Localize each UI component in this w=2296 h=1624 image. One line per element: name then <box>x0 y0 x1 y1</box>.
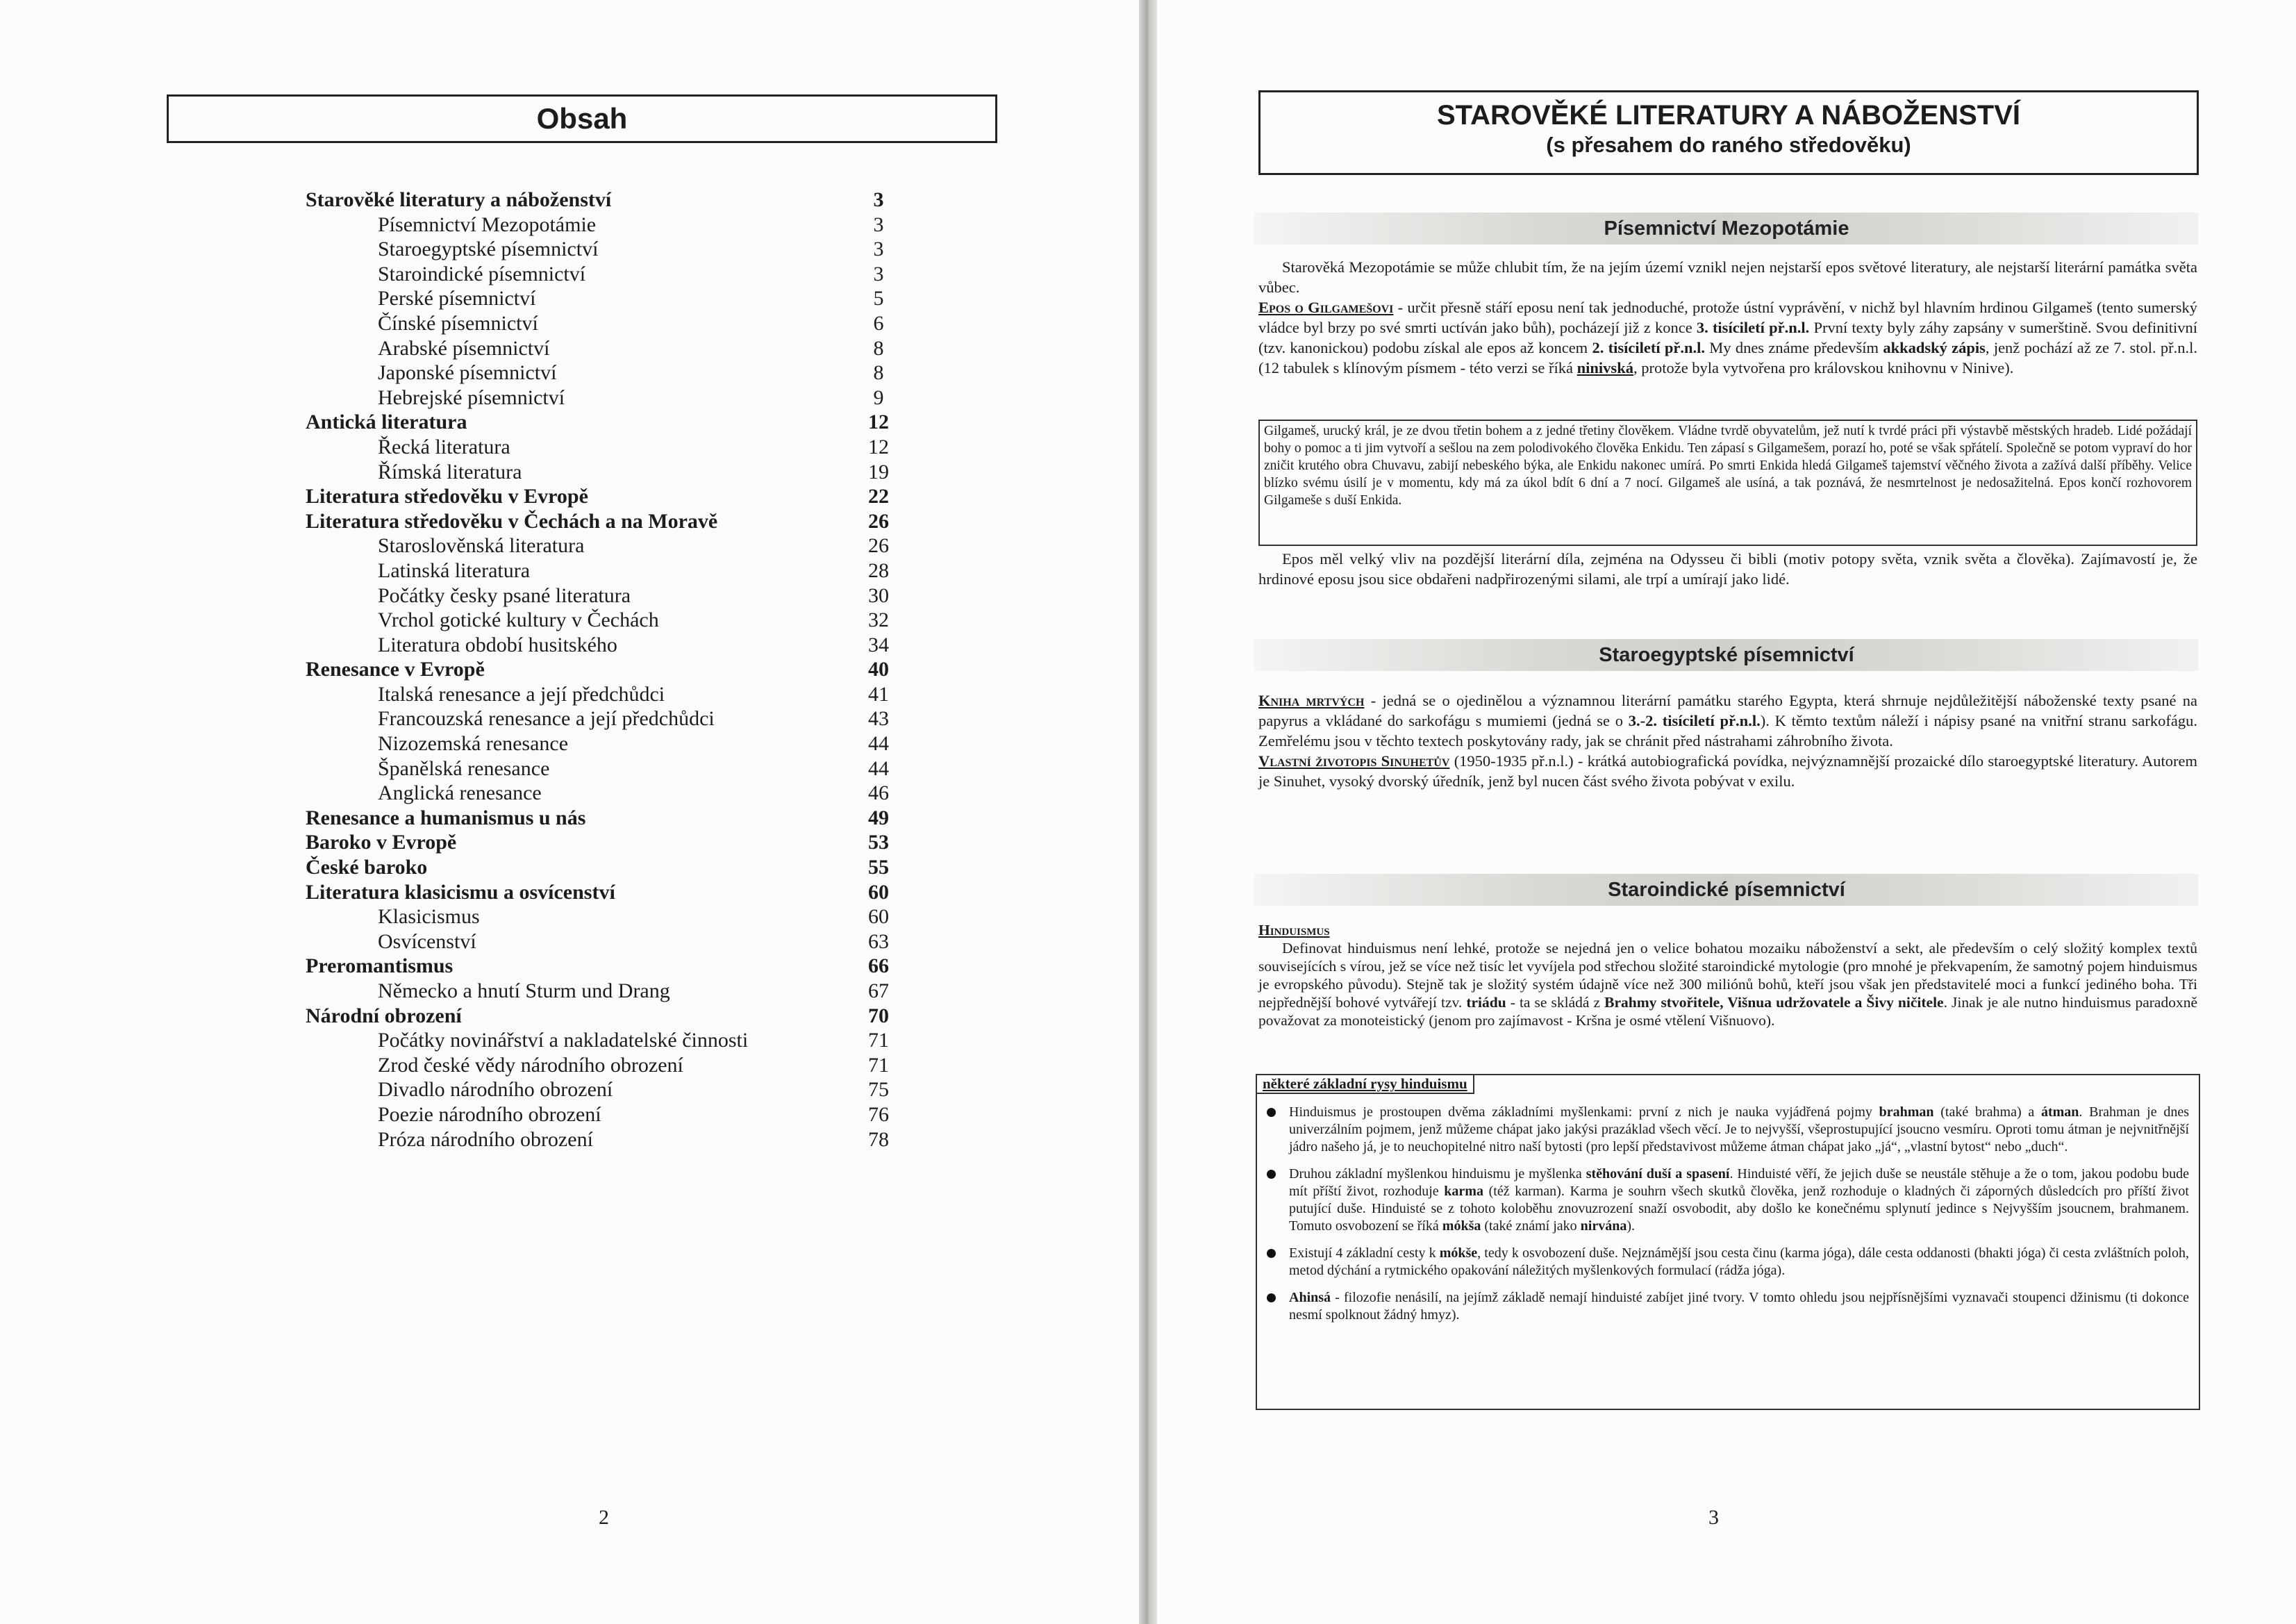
item-text: . Brahman je dnes univerzálním pojmem, jenž můžeme chápat jako jakýsi prazáklad všech věcí. Je to nejvyšší, všeprostupující jsoucno vesmíru. Oproti tomu átman je nejvnitřnější jádro našeho já, je to neuchopitelné nitro naší bytosti (pro lepší představivost můžeme átman chápat jako „já“, „vlastní bytost“ nebo „duch“. <box>1289 1104 2189 1154</box>
toc-page: 44 <box>868 756 889 780</box>
toc-label: Nizozemská renesance <box>378 732 569 756</box>
toc-label: Literatura středověku v Evropě <box>306 485 588 508</box>
hinduismus-text: Definovat hinduismus není lehké, protože se nejedná jen o velice bohatou mozaiku náboženství a sekt, ale především o celý složitý komplex textů souvisejících s vírou, jež se více než tisíc let vyvíjela pod střechou složité staroindické mytologie (pro mnohé je překvapením, že samotný pojem hinduismus je evropského původu). Stejně tak je složitý systém údajně více než 300 miliónů bohů, kteří jsou však jen představitelé moci a funkcí jediného boha. Tři nejpřednější bohové vytvářejí tzv. <box>1258 940 2197 1011</box>
toc-label: Arabské písemnictví <box>378 336 550 360</box>
toc-page: 66 <box>868 954 889 978</box>
hinduismus-heading <box>1258 921 2197 939</box>
sinuhet-term: Vlastní životopis Sinuhetův <box>1258 752 1450 770</box>
toc-row <box>306 731 1000 756</box>
toc-page: 32 <box>868 608 889 632</box>
toc-label: Staroindické písemnictví <box>378 262 586 285</box>
toc-row <box>306 830 1000 855</box>
toc-label: Renesance v Evropě <box>306 658 485 681</box>
toc-label: Anglická renesance <box>378 781 542 805</box>
page-number-left: 2 <box>599 1506 609 1529</box>
epos-text: První texty byly záhy zapsány v sumerštině. Svou definitivní (tzv. kanonickou) podobu získal ale epos až koncem <box>1258 319 2197 356</box>
toc-label: Počátky česky psané literatura <box>378 583 631 607</box>
toc-label: Španělská renesance <box>378 756 550 780</box>
toc-label: Čínské písemnictví <box>378 311 538 335</box>
toc-label: Staroslověnská literatura <box>378 534 585 558</box>
table-of-contents <box>306 188 1000 1152</box>
toc-page: 8 <box>873 361 884 385</box>
toc-page: 76 <box>868 1102 889 1126</box>
toc-page: 9 <box>873 386 884 409</box>
item-bold: brahman <box>1879 1104 1934 1120</box>
book-gutter <box>1139 0 1157 1624</box>
toc-label: Italská renesance a její předchůdci <box>378 682 665 706</box>
list-item <box>1257 1289 2199 1324</box>
toc-page: 40 <box>868 658 889 681</box>
toc-page: 5 <box>873 287 884 310</box>
section-heading-egypt: Staroegyptské písemnictví <box>1254 639 2199 671</box>
hinduismus-bold: triádu <box>1466 994 1506 1011</box>
toc-page: 12 <box>868 411 889 434</box>
toc-label: Latinská literatura <box>378 558 531 582</box>
epos-term: Epos o Gilgamešovi <box>1258 299 1394 316</box>
toc-label: Počátky novinářství a nakladatelské činnosti <box>378 1029 749 1052</box>
toc-row <box>306 1004 1000 1029</box>
toc-page: 75 <box>868 1078 889 1102</box>
item-text: Hinduismus je prostoupen dvěma základními myšlenkami: první z nich je nauka vyjádřená pojmy <box>1289 1104 1879 1120</box>
kniha-bold: 3.-2. tisíciletí př.n.l. <box>1628 712 1761 729</box>
item-bold: nirvána <box>1580 1218 1627 1234</box>
toc-title: Obsah <box>167 94 997 143</box>
section-heading-indie: Staroindické písemnictví <box>1254 874 2199 906</box>
sinuhet-paragraph <box>1258 751 2197 791</box>
toc-row <box>306 633 1000 658</box>
item-text: ). <box>1627 1218 1635 1234</box>
toc-row <box>306 880 1000 905</box>
toc-label: Divadlo národního obrození <box>378 1078 613 1102</box>
toc-page: 43 <box>868 707 889 731</box>
item-text: (také známí jako <box>1481 1218 1581 1234</box>
hinduismus-bold: Brahmy stvořitele, Višnua udržovatele a Šivy ničitele <box>1604 994 1944 1011</box>
toc-row <box>306 682 1000 707</box>
toc-page: 55 <box>868 856 889 879</box>
mezopotamie-outro: Epos měl velký vliv na pozdější literární díla, zejména na Odysseu či bibli (motiv potopy světa, vznik světa a člověka). Zajímavostí je, že hrdinové eposu jsou sice obdařeni nadpřirozenými silami, ale trpí a umírají jako lidé. <box>1258 550 2197 588</box>
toc-label: Písemnictví Mezopotámie <box>378 213 597 236</box>
toc-row <box>306 361 1000 386</box>
toc-label: Próza národního obrození <box>378 1127 593 1151</box>
epos-text: My dnes známe především <box>1705 339 1883 356</box>
toc-row <box>306 1127 1000 1152</box>
chapter-title-box <box>1258 90 2199 175</box>
toc-row <box>306 460 1000 485</box>
toc-row <box>306 558 1000 583</box>
toc-page: 8 <box>873 336 884 360</box>
toc-row <box>306 435 1000 460</box>
toc-row <box>306 509 1000 534</box>
item-text: (též karman). Karma je souhrn všech skutků člověka, jenž rozhoduje o kladných či záporných důsledcích pro příští život putující duše. Hinduisté se z tohoto koloběhu znovuzrození snaží osvobodit, aby došlo ke konečnému splynutí jedince s Nejvyšším jsoucnem, brahmanem. Tomuto osvobození se říká <box>1289 1184 2189 1234</box>
bullet-icon <box>1267 1170 1276 1179</box>
left-page <box>0 0 1139 1624</box>
toc-page: 63 <box>868 929 889 953</box>
toc-row <box>306 286 1000 311</box>
toc-page: 44 <box>868 732 889 756</box>
indie-text <box>1258 921 2197 1029</box>
toc-row <box>306 608 1000 633</box>
toc-row <box>306 386 1000 411</box>
item-bold: mókša <box>1442 1218 1481 1234</box>
toc-label: Poezie národního obrození <box>378 1102 601 1126</box>
epos-text: , jenž pochází až ze 7. stol. př.n.l. (12 tabulek s klínovým písmem - této verzi se říká <box>1258 339 2197 376</box>
toc-row <box>306 657 1000 682</box>
item-bold: stěhování duší a spasení <box>1586 1166 1730 1182</box>
toc-page: 49 <box>868 806 889 829</box>
epos-bold: 2. tisíciletí př.n.l. <box>1592 339 1706 356</box>
hinduismus-term: Hinduismus <box>1258 922 1330 938</box>
bullet-icon <box>1267 1108 1276 1117</box>
gilgames-summary-box: Gilgameš, urucký král, je ze dvou třetin bohem a z jedné třetiny člověkem. Vládne tvrdě obyvatelům, jež nutí k tvrdé práci při výstavbě městských hradeb. Lidé požádají bohy o pomoc a ti jim vytvoří a sešlou na zem polodivokého člověka Enkidu. Ten zápasí s Gilgamešem, porazí ho, poté se však spřátelí. Společně se potom vypraví do hor zničit krutého obra Chuvavu, zabijí nebeského býka, ale Enkidu nakonec umírá. Po smrti Enkida hledá Gilgameš tajemství věčného života a zažívá další příběhy. Velice blízko svému úsilí je v momentu, kdy má za úkol bdít 6 dní a 7 nocí. Gilgameš ale usíná, a tak poznává, že nesmrtelnost je nedosažitelná. Epos končí rozhovorem Gilgameše s duší Enkida. <box>1258 420 2197 546</box>
toc-row <box>306 1102 1000 1127</box>
list-item <box>1257 1104 2199 1156</box>
toc-page: 3 <box>873 188 884 211</box>
toc-page: 70 <box>868 1004 889 1027</box>
hinduismus-text: . Jinak je ale nutno hinduismus paradoxně považovat za monoteistický (jenom pro zajímavost - Kršna je osmé vtělení Višnuovo). <box>1258 994 2198 1029</box>
toc-label: Starověké literatury a náboženství <box>306 188 612 211</box>
toc-row <box>306 262 1000 287</box>
toc-row <box>306 706 1000 731</box>
epos-bold: 3. tisíciletí př.n.l. <box>1696 319 1810 336</box>
toc-page: 30 <box>868 583 889 607</box>
toc-page: 60 <box>868 905 889 929</box>
toc-page: 19 <box>868 460 889 483</box>
toc-page: 3 <box>873 213 884 236</box>
toc-label: Klasicismus <box>378 905 480 929</box>
toc-page: 71 <box>868 1029 889 1052</box>
kniha-text: - jedná se o ojedinělou a významnou literární památku starého Egypta, která shrnuje nejdůležitější náboženské texty psané na papyrus a vkládané do sarkofágu s mumiemi (jedná se o <box>1258 692 2197 729</box>
toc-label: Literatura klasicismu a osvícenství <box>306 880 615 904</box>
toc-page: 60 <box>868 880 889 904</box>
toc-label: Literatura středověku v Čechách a na Moravě <box>306 509 718 533</box>
item-bold: karma <box>1444 1184 1483 1199</box>
page-number-right: 3 <box>1708 1506 1719 1529</box>
toc-row <box>306 213 1000 238</box>
bullet-icon <box>1267 1293 1276 1302</box>
toc-row <box>306 756 1000 781</box>
mezopotamie-intro: Starověká Mezopotámie se může chlubit tím, že na jejím území vznikl nejen nejstarší epos světové literatury, ale nejstarší literární památka světa vůbec. <box>1258 258 2197 296</box>
chapter-title: STAROVĚKÉ LITERATURY A NÁBOŽENSTVÍ <box>1436 100 2021 131</box>
toc-row <box>306 188 1000 213</box>
toc-row <box>306 1053 1000 1078</box>
toc-label: Národní obrození <box>306 1004 462 1027</box>
hinduismus-paragraph <box>1258 939 2197 1029</box>
right-page <box>1157 0 2296 1624</box>
list-item <box>1257 1245 2199 1279</box>
list-item <box>1257 1166 2199 1235</box>
toc-label: Vrchol gotické kultury v Čechách <box>378 608 659 632</box>
toc-row <box>306 929 1000 954</box>
toc-label: Baroko v Evropě <box>306 831 457 854</box>
toc-row <box>306 954 1000 979</box>
toc-label: Osvícenství <box>378 929 476 953</box>
epos-bold: akkadský zápis <box>1883 339 1986 356</box>
item-text: , tedy k osvobození duše. Nejznámější jsou cesta činu (karma jóga), dále cesta oddanosti (bhakti jóga) či cesta zvláštních poloh, metod dýchání a rytmického opakování náležitých myšlenkových formulací (rádža jóga). <box>1289 1245 2189 1278</box>
toc-page: 6 <box>873 311 884 335</box>
hinduismus-text: - ta se skládá z <box>1506 994 1605 1011</box>
toc-label: Antická literatura <box>306 411 467 434</box>
toc-page: 28 <box>868 558 889 582</box>
toc-row <box>306 1077 1000 1102</box>
item-bold: átman <box>2040 1104 2079 1120</box>
toc-page: 34 <box>868 633 889 656</box>
toc-row <box>306 533 1000 558</box>
epos-text: - určit přesně stáří eposu není tak jednoduché, protože ústní vyprávění, v nichž byl hlavním hrdinou Gilgameš (tento sumerský vládce byl brzy po své smrti uctíván jako bůh), pocházejí již z konce <box>1258 299 2197 336</box>
toc-label: Renesance a humanismus u nás <box>306 806 586 829</box>
toc-page: 26 <box>868 534 889 558</box>
toc-row <box>306 806 1000 831</box>
toc-page: 67 <box>868 979 889 1002</box>
item-text: (také brahma) a <box>1933 1104 2041 1120</box>
toc-row <box>306 336 1000 361</box>
toc-page: 12 <box>868 435 889 458</box>
item-text: Existují 4 základní cesty k <box>1289 1245 1440 1261</box>
toc-page: 3 <box>873 262 884 285</box>
toc-label: České baroko <box>306 856 428 879</box>
epos-bold: ninivská <box>1577 359 1633 376</box>
toc-label: Preromantismus <box>306 954 454 978</box>
toc-row <box>306 237 1000 262</box>
toc-label: Hebrejské písemnictví <box>378 386 565 409</box>
hinduismus-features-box <box>1256 1074 2200 1410</box>
item-text: - filozofie nenásilí, na jejímž základě nemají hinduisté zabíjet jiné tvory. V tomto ohledu jsou nejpřísnějšími vyznavači stoupenci džinismu (ti dokonce nesmí spolknout žádný hmyz). <box>1289 1290 2189 1323</box>
kniha-text: ). K těmto textům náleží i nápisy psané na vnitřní stranu sarkofágu. Zemřelému jsou v těchto textech poskytovány rady, jak se chránit před nástrahami záhrobního života. <box>1258 712 2197 749</box>
bullet-icon <box>1267 1249 1276 1258</box>
item-text: . Hinduisté věří, že jejich duše se neustále stěhuje a že o tom, jakou podobu bude mít příští život, rozhoduje <box>1289 1166 2189 1199</box>
toc-label: Staroegyptské písemnictví <box>378 238 599 261</box>
toc-row <box>306 855 1000 880</box>
item-bold: mókše <box>1439 1245 1478 1261</box>
egypt-text <box>1258 690 2197 791</box>
section-heading-mezopotamie: Písemnictví Mezopotámie <box>1254 213 2199 245</box>
toc-row <box>306 781 1000 806</box>
toc-label: Perské písemnictví <box>378 287 536 310</box>
toc-label: Německo a hnutí Sturm und Drang <box>378 979 670 1002</box>
toc-label: Francouzská renesance a její předchůdci <box>378 707 715 731</box>
toc-page: 53 <box>868 831 889 854</box>
toc-label: Římská literatura <box>378 460 522 483</box>
mezopotamie-text <box>1258 257 2197 378</box>
toc-page: 26 <box>868 509 889 533</box>
toc-row <box>306 904 1000 929</box>
toc-row <box>306 583 1000 608</box>
epos-text: , protože byla vytvořena pro královskou knihovnu v Ninive). <box>1633 359 2014 376</box>
toc-label: Japonské písemnictví <box>378 361 557 385</box>
toc-page: 46 <box>868 781 889 805</box>
item-text: Druhou základní myšlenkou hinduismu je myšlenka <box>1289 1166 1586 1182</box>
sinuhet-text: (1950-1935 př.n.l.) - krátká autobiografická povídka, nejvýznamnější prozaické dílo staroegyptské literatury. Autorem je Sinuhet, vysoký dvorský úředník, jenž byl nucen část svého života pobývat v exilu. <box>1258 752 2197 790</box>
chapter-subtitle: (s přesahem do raného středověku) <box>1546 133 1911 157</box>
item-bold: Ahinsá <box>1289 1290 1331 1305</box>
toc-row <box>306 311 1000 336</box>
toc-page: 78 <box>868 1127 889 1151</box>
kniha-term: Kniha mrtvých <box>1258 692 1365 709</box>
toc-label: Řecká literatura <box>378 435 510 458</box>
toc-label: Zrod české vědy národního obrození <box>378 1053 683 1077</box>
toc-page: 71 <box>868 1053 889 1077</box>
toc-page: 22 <box>868 485 889 508</box>
toc-page: 3 <box>873 238 884 261</box>
epos-paragraph <box>1258 297 2197 378</box>
toc-label: Literatura období husitského <box>378 633 617 656</box>
toc-row <box>306 484 1000 509</box>
toc-row <box>306 979 1000 1004</box>
toc-row <box>306 410 1000 435</box>
kniha-paragraph <box>1258 690 2197 751</box>
features-box-title: některé základní rysy hinduismu <box>1257 1075 1474 1094</box>
toc-row <box>306 1028 1000 1053</box>
toc-page: 41 <box>868 682 889 706</box>
